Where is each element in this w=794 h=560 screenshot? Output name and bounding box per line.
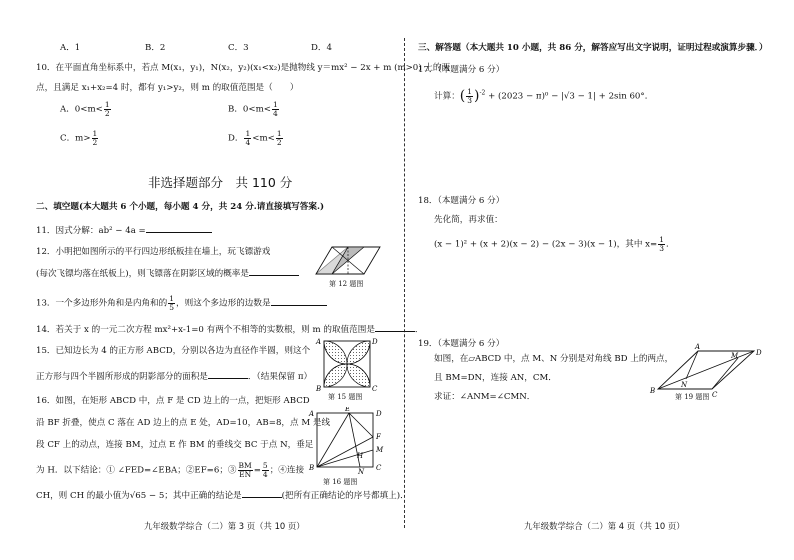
- q17-title: 17．（本题满分 6 分）: [418, 65, 505, 75]
- q16-label-n: N: [358, 468, 365, 475]
- q15-label-c: C: [372, 385, 378, 392]
- q16-figure: [305, 407, 391, 475]
- q16-label-m: M: [376, 446, 384, 454]
- q16-label-e: E: [345, 407, 351, 413]
- q19-label-b: B: [650, 387, 656, 395]
- q15-label-a: A: [316, 338, 322, 346]
- q15-line2: 正方形与四个半圆所形成的阴影部分的面积是 ．（结果保留 π）: [36, 372, 313, 382]
- q16-label-f: F: [376, 433, 381, 441]
- q18-line1: 先化简，再求值：: [434, 215, 503, 225]
- q9-option-b: B．2: [145, 43, 166, 53]
- q16-label-a: A: [309, 410, 315, 418]
- q18-title: 18．（本题满分 6 分）: [418, 196, 505, 206]
- q9-option-a: A．1: [60, 43, 81, 53]
- q10-option-a: A．0<m< $\frac{1}{2}$: [60, 100, 110, 118]
- q15-label-d: D: [372, 338, 378, 346]
- q19-line1: 如图，在▱ABCD 中，点 M、N 分别是对角线 BD 上的两点，: [434, 354, 674, 364]
- q16-line2: 沿 BF 折叠，使点 C 落在 AD 边上的点 E 处，AD=10，AB=8，点 M 是线: [36, 418, 331, 428]
- q15-label-b: B: [316, 385, 322, 392]
- q19-line3: 求证：∠ANM=∠CMN．: [434, 392, 536, 402]
- q18-line2: (x − 1)² + (x + 2)(x − 2) − (2x − 3)(x − 1)，其中 x= $\frac{1}{3}$ ．: [434, 235, 675, 253]
- q9-option-d: D．4: [311, 43, 332, 53]
- q19-label-n: N: [681, 381, 688, 389]
- q15-line1: 15．已知边长为 4 的正方形 ABCD，分别以各边为直径作半圆，则这个: [36, 346, 311, 356]
- q10-option-c: C．m> $\frac{1}{2}$: [60, 129, 98, 147]
- section-title: 非选择题部分 共 110 分: [148, 175, 293, 190]
- q16-label-b: B: [309, 464, 315, 472]
- q19-label-m: M: [731, 352, 739, 360]
- left-footer: 九年级数学综合（二）第 3 页（共 10 页）: [144, 521, 305, 531]
- q15-caption: 第 15 题图: [328, 393, 363, 401]
- q16-line1: 16．如图，在矩形 ABCD 中，点 F 是 CD 边上的一点，把矩形 ABCD: [36, 396, 310, 406]
- q16-label-c: C: [376, 464, 382, 472]
- q19-title: 19．（本题满分 6 分）: [418, 339, 505, 349]
- q10-option-d: D． $\frac{1}{4}$ <m< $\frac{1}{2}$: [228, 129, 282, 147]
- q19-label-d: D: [756, 349, 762, 357]
- q16-caption: 第 16 题图: [323, 478, 358, 486]
- q16-line5: CH，则 CH 的最小值为√65 − 5；其中正确的结论是 (把所有正确结论的序号都填上)．: [36, 491, 409, 501]
- q19-figure: [648, 343, 766, 399]
- q19-label-c: C: [712, 391, 718, 399]
- page-divider: [404, 38, 405, 528]
- q16-label-h: H: [357, 452, 364, 460]
- q16-line4: 为 H．以下结论：① ∠FED=∠EBA；②EF=6；③ $\frac{BM}{EN}$ = $\frac{5}{4}$ ；④连接: [36, 461, 305, 479]
- right-footer: 九年级数学综合（二）第 4 页（共 10 页）: [524, 521, 685, 531]
- q16-line3: 段 CF 上的动点，连接 BM，过点 E 作 BM 的垂线交 BC 于点 N，垂足: [36, 440, 314, 450]
- q10-line1: 10．在平面直角坐标系中，若点 M(x₁，y₁)，N(x₂，y₂)(x₁<x₂)是抛物线 y＝mx² − 2x + m (m>0) 上的两: [36, 63, 451, 73]
- q12-line1: 12．小明把如图所示的平行四边形纸板挂在墙上，玩飞镖游戏: [36, 247, 271, 257]
- q16-label-d: D: [376, 410, 382, 418]
- q12-caption: 第 12 题图: [329, 280, 364, 288]
- q11: 11．因式分解：ab² − 4a =: [36, 227, 212, 237]
- q13: 13．一个多边形外角和是内角和的 $\frac{1}{5}$ ，则这个多边形的边数是: [36, 295, 327, 311]
- q15-figure: [313, 336, 385, 392]
- part2-title: 二、填空题(本大题共 6 个小题，每小题 4 分，共 24 分.请直接填写答案.): [36, 202, 325, 212]
- q12-line2: (每次飞镖均落在纸板上)，则飞镖落在阴影区域的概率是: [36, 270, 299, 280]
- q17-expression: 计算：( $\frac{1}{3}$ )$^{-2}$ + (2023 − π)⁰ − |√3 − 1| + 2sin 60°．: [434, 87, 654, 105]
- q12-figure: [314, 243, 384, 279]
- q19-label-a: A: [695, 343, 701, 351]
- q10-line2: 点，且满足 x₁+x₂=4 时，都有 y₁>y₂，则 m 的取值范围是（ ）: [36, 83, 299, 93]
- q19-caption: 第 19 题图: [675, 393, 710, 401]
- q14: 14．若关于 x 的一元二次方程 mx²+x-1=0 有两个不相等的实数根，则 m 的取值范围是 ．: [36, 325, 424, 335]
- q19-line2: 且 BM=DN，连接 AN，CM．: [434, 373, 557, 383]
- q10-option-b: B．0<m< $\frac{1}{4}$: [228, 100, 278, 118]
- part3-title: 三、解答题（本大题共 10 小题，共 86 分，解答应写出文字说明，证明过程或演算步骤．）: [418, 43, 768, 53]
- q9-option-c: C．3: [228, 43, 249, 53]
